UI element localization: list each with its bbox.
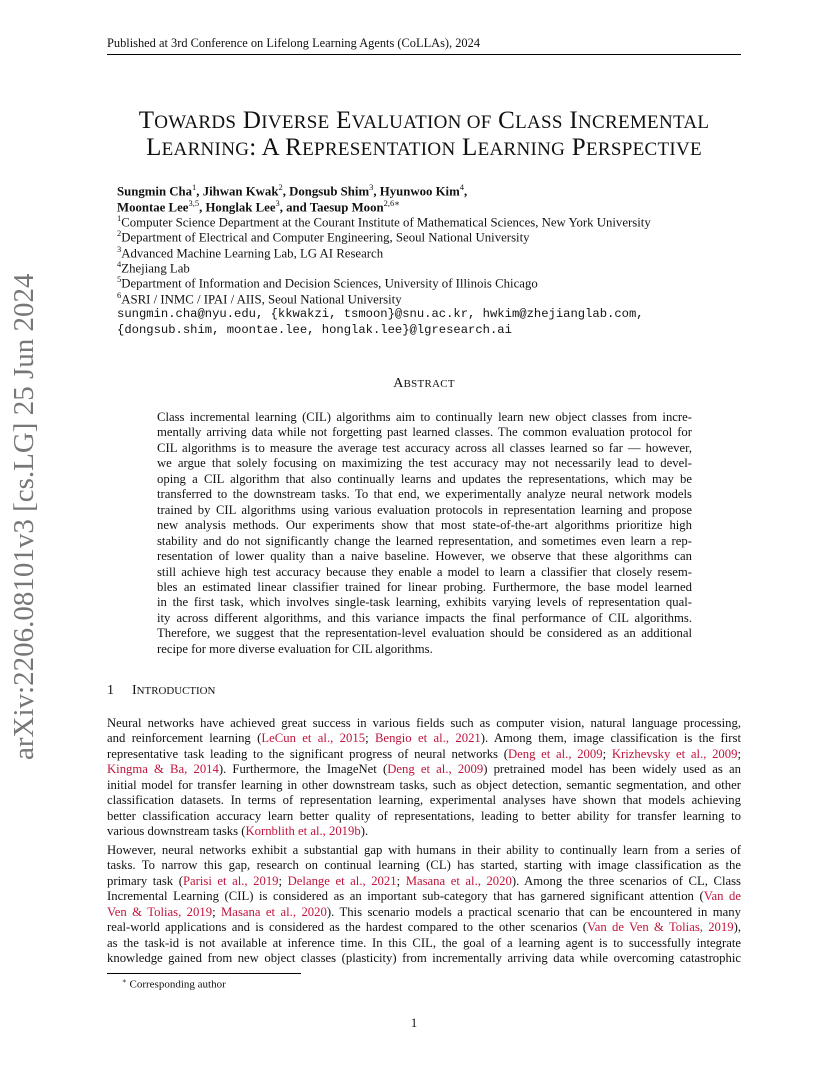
text-run: real-world applications and is considered as the hardest compared to the other scenarios ( [107, 920, 588, 935]
small-caps-initial: I [562, 107, 578, 134]
citation-link[interactable]: Krizhevsky et al., 2009 [611, 746, 738, 761]
citation-link[interactable]: Deng et al., 2009 [507, 746, 603, 761]
abstract-line: stability and do not significantly change the learned representation, and sometimes even learn a rep- [157, 533, 692, 548]
small-caps-rest: BSTRACT [403, 378, 455, 390]
abstract-line: new analysis methods. Our experiments show that most state-of-the-art algorithms prioritize high [157, 518, 692, 533]
text-run: ) pretrained model has been widely used as an [483, 762, 742, 777]
affiliation-mark: 4 [117, 258, 122, 269]
text-line [107, 809, 741, 824]
text-run: ; [365, 731, 375, 746]
abstract-line: ity across different algorithms, and this variance impacts the final performance of CIL algorithms. [157, 610, 692, 625]
text-run: ; [396, 873, 406, 888]
section-heading [107, 683, 215, 699]
author-name: Moontae Lee [117, 200, 189, 215]
author-affil-mark: 1 [192, 182, 197, 192]
text-run: ; [212, 904, 222, 919]
abstract-line: Class incremental learning (CIL) algorithms aim to continually learn new object classes from incre- [157, 410, 692, 424]
author-name: , Hyunwoo Kim [373, 184, 460, 199]
small-caps-rest: VALUATION OF [351, 112, 492, 133]
citation-link[interactable]: Van de Ven & Tolias, 2019 [587, 920, 734, 935]
text-run: ). [360, 824, 369, 839]
small-caps-initial: C [491, 107, 516, 134]
small-caps-initial: D [236, 107, 262, 134]
small-caps-rest: LASS [515, 112, 563, 133]
section-title [132, 683, 215, 698]
text-line [107, 951, 741, 966]
author-affil-mark: 3 [369, 182, 374, 192]
abstract-line: trained by CIL algorithms using various evaluation protocols in representation learning and propose [157, 502, 692, 517]
abstract-line: mentally arriving data while not forgetting past learned classes. The common evaluation protocol for [157, 425, 692, 440]
citation-link[interactable]: Masana et al., 2020 [405, 873, 512, 888]
affiliation-mark: 1 [117, 213, 122, 223]
text-run: However, neural networks exhibit a substantial gap with humans in their ability to continually learn from a series of [107, 843, 741, 857]
title-line-2 [107, 134, 741, 162]
small-caps-initial: : A R [249, 134, 303, 161]
affiliation-mark: 6 [117, 289, 122, 300]
small-caps-initial: E [329, 107, 352, 134]
arxiv-stamp: arXiv:2206.08101v3 [cs.LG] 25 Jun 2024 [8, 273, 40, 760]
email-line-1: sungmin.cha@nyu.edu, {kkwakzi, tsmoon}@snu.ac.kr, hwkim@zhejianglab.com, [117, 307, 644, 321]
affiliation-text: Department of Information and Decision Sciences, University of Illinois Chicago [121, 276, 538, 291]
abstract-line: oping a CIL algorithm that also continually learns and updates the representations, which may be [157, 471, 692, 486]
author-affil-mark: 2,6∗ [383, 198, 400, 208]
author-affil-mark: 4 [459, 182, 465, 192]
text-run: tasks. To narrow this gap, research on continual learning (CL) has started, starting with image classification as the [107, 858, 741, 873]
author-name: , [464, 184, 468, 199]
small-caps-rest: EARNING [477, 139, 566, 160]
citation-link[interactable]: Masana et al., 2020 [221, 904, 327, 919]
small-caps-rest: EPRESENTATION [302, 139, 456, 160]
abstract-line: in the first task, which involves single-task learning, exhibits varying levels of representation qual- [157, 595, 692, 610]
author-affil-mark: 2 [278, 182, 283, 192]
text-line [107, 936, 741, 951]
text-line [107, 778, 741, 793]
text-run: Incremental Learning (CIL) is considered as an important sub-category that has garnered significant attention ( [107, 889, 704, 904]
affiliation-mark: 3 [117, 243, 122, 254]
text-run: better classification accuracy learn better quality of representations, leading to better ability for transfer learning to [107, 808, 741, 823]
abstract-heading [107, 376, 741, 392]
abstract-line: recipe for more diverse evaluation for CIL algorithms. [157, 641, 433, 656]
text-run: ; [602, 746, 612, 761]
text-line [107, 793, 741, 808]
text-line [107, 731, 741, 746]
citation-link[interactable]: Kornblith et al., 2019b [245, 824, 361, 839]
abstract-line: transferred to the downstream tasks. To that end, we experimentally analyze neural network models [157, 487, 692, 502]
text-run: ). Furthermore, the ImageNet ( [218, 762, 388, 777]
citation-link[interactable]: Bengio et al., 2021 [374, 731, 481, 746]
small-caps-rest: NCREMENTAL [577, 112, 710, 133]
citation-link[interactable]: Kingma & Ba, 2014 [107, 762, 219, 777]
running-header: Published at 3rd Conference on Lifelong Learning Agents (CoLLAs), 2024 [107, 36, 481, 50]
small-caps-initial: I [132, 683, 137, 698]
text-line [107, 747, 741, 762]
affiliation-text: ASRI / INMC / IPAI / AIIS, Seoul National University [121, 291, 402, 306]
page-number: 1 [410, 1016, 418, 1030]
affiliation-mark: 2 [117, 228, 122, 239]
affiliation-text: Computer Science Department at the Courant Institute of Mathematical Sciences, New York University [121, 215, 651, 230]
text-run: ). This scenario models a practical scenario that can be encountered in many [326, 904, 741, 919]
small-caps-initial: T [138, 107, 155, 134]
small-caps-rest: ERSPECTIVE [585, 139, 702, 160]
text-run: Neural networks have achieved great success in various fields such as computer vision, natural language processing, [107, 716, 741, 730]
author-name: , Jihwan Kwak [196, 184, 279, 199]
affiliation-line [117, 290, 402, 307]
text-line [107, 905, 741, 920]
author-name: , and Taesup Moon [279, 200, 384, 215]
text-line [107, 874, 741, 889]
affiliation-text: Zhejiang Lab [121, 261, 190, 276]
section-number: 1 [107, 683, 114, 698]
text-line [107, 858, 741, 873]
abstract-line: CIL algorithms is to measure the average test accuracy across all classes learned so far — however, [157, 440, 692, 455]
abstract-line: we argue that solely focusing on maximizing the test accuracy may not necessarily lead to devel- [157, 456, 692, 471]
text-run: ). Among the three scenarios of CL, Class [511, 873, 741, 888]
author-affil-mark: 3 [275, 198, 280, 208]
text-run: classification datasets. In terms of representation learning, experimental analyses have shown that models achieving [107, 793, 741, 808]
text-run: primary task ( [107, 873, 183, 888]
abstract-line: still achieve high test accuracy because they enable a model to learn a classifier that closely resem- [157, 564, 692, 579]
author-name: , Honglak Lee [199, 200, 276, 215]
text-line [107, 716, 741, 731]
affiliation-mark: 5 [117, 274, 122, 285]
text-run: ; [737, 746, 741, 761]
text-run: and reinforcement learning ( [107, 731, 262, 746]
footnote-mark: ∗ [122, 977, 127, 985]
text-run: ; [278, 873, 288, 888]
text-line [107, 920, 741, 935]
citation-link[interactable]: LeCun et al., 2015 [261, 731, 366, 746]
text-run: knowledge gained from new object classes (plasticity) from incrementally arriving data while overcoming catastrophic [107, 951, 741, 966]
small-caps-initial: L [146, 134, 162, 161]
citation-link[interactable]: Parisi et al., 2019 [182, 873, 279, 888]
author-affil-mark: 3,5 [188, 198, 200, 208]
text-run: ). Among them, image classification is the first [480, 731, 741, 746]
abstract-line: resentation of lower quality than a naive baseline. However, we observe that these algorithms can [157, 549, 692, 564]
text-line [107, 843, 741, 858]
text-run: ), [733, 920, 741, 935]
title-line-1 [107, 107, 741, 135]
small-caps-rest: NTRODUCTION [136, 685, 216, 697]
affiliation-text: Advanced Machine Learning Lab, LG AI Research [121, 245, 384, 260]
header-rule [107, 54, 741, 55]
text-run: various downstream tasks ( [107, 824, 246, 839]
abstract-line: bles an estimated linear classifier trained for linear probing. Furthermore, the base model learned [157, 579, 692, 594]
small-caps-initial: P [565, 134, 586, 161]
author-name: Sungmin Cha [117, 184, 193, 199]
footnote-text: Corresponding author [129, 978, 226, 991]
author-name: , Dongsub Shim [282, 184, 370, 199]
small-caps-initial: A [393, 376, 404, 391]
footnote-rule [107, 973, 301, 974]
text-run: representative task leading to the significant progress of neural networks ( [107, 746, 508, 761]
small-caps-initial: L [455, 134, 478, 161]
small-caps-rest: EARNING [161, 139, 250, 160]
text-run: as the task-id is not available at inference time. In this CIL, the goal of a learning agent is to successfully integrate [107, 935, 741, 950]
abstract-line: Therefore, we suggest that the representation-level evaluation should be considered as an additional [157, 626, 692, 641]
text-run: initial model for transfer learning in other downstream tasks, such as object detection, semantic segmentation, and other [107, 777, 741, 792]
citation-link[interactable]: Delange et al., 2021 [287, 873, 397, 888]
small-caps-rest: IVERSE [261, 112, 330, 133]
text-line [107, 762, 741, 777]
small-caps-rest: OWARDS [154, 112, 237, 133]
email-line-2: {dongsub.shim, moontae.lee, honglak.lee}@lgresearch.ai [117, 323, 512, 337]
text-line [107, 824, 741, 839]
text-line [107, 889, 741, 904]
citation-link[interactable]: Van de [703, 889, 741, 904]
footnote [122, 977, 226, 991]
authors-line-1 [117, 182, 467, 199]
affiliation-text: Department of Electrical and Computer Engineering, Seoul National University [121, 230, 530, 245]
citation-link[interactable]: Ven & Tolias, 2019 [107, 904, 213, 919]
citation-link[interactable]: Deng et al., 2009 [387, 762, 484, 777]
